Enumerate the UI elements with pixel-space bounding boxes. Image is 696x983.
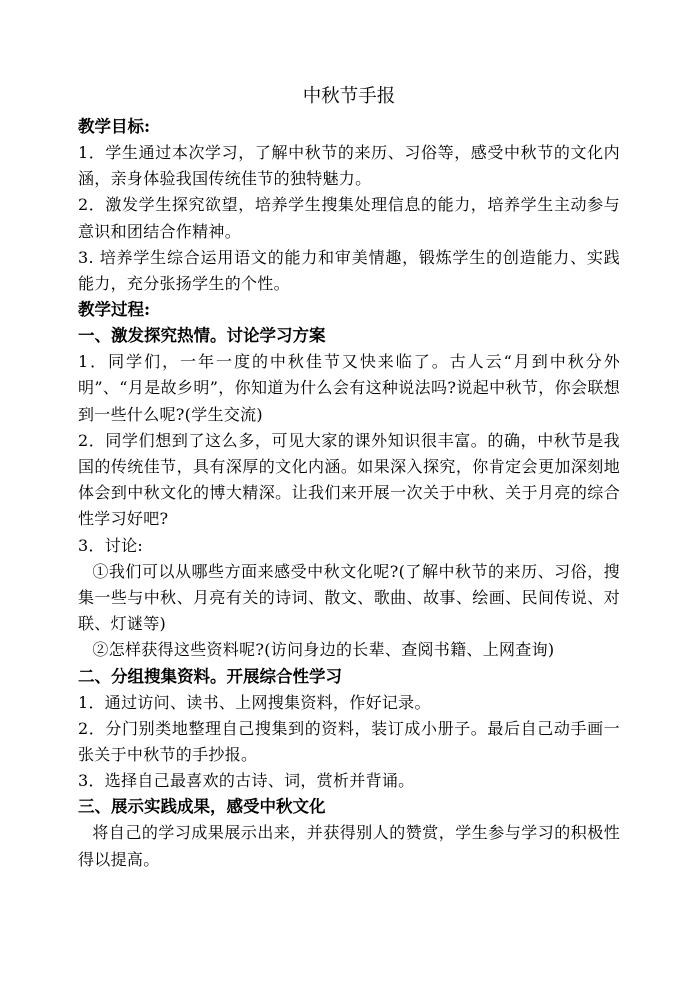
objectives-section [78,114,620,297]
discussion-item: ②怎样获得这些资料呢?(访问身边的长辈、查阅书籍、上网查询) [92,640,555,660]
section-item: 1．通过访问、读书、上网搜集资料，作好记录。 [78,692,431,712]
section-item: 3．选择自己最喜欢的古诗、词，赏析并背诵。 [78,771,415,791]
discussion-item: ①我们可以从哪些方面来感受中秋文化呢?(了解中秋节的来历、习俗，搜集一些与中秋、月亮有关的诗词、散文、歌曲、故事、绘画、民间传说、对联、灯谜等) [78,561,620,634]
document-title: 中秋节手报 [302,86,396,107]
objective-item: 3. 培养学生综合运用语文的能力和审美情趣，锻炼学生的创造能力、实践能力，充分张扬学生的个性。 [78,247,620,294]
process-section [78,297,620,873]
section-item: 2．同学们想到了这么多，可见大家的课外知识很丰富。的确，中秋节是我国的传统佳节，具有深厚的文化内涵。如果深入探究，你肯定会更加深刻地体会到中秋文化的博大精深。让我们来开展一次关于中秋、关于月亮的综合性学习好吧? [78,430,620,529]
document-page [78,78,620,873]
section-heading: 一、激发探究热情。讨论学习方案 [78,326,326,346]
section-heading: 三、展示实践成果，感受中秋文化 [78,797,326,817]
objective-item: 2．激发学生探究欲望，培养学生搜集处理信息的能力，培养学生主动参与意识和团结合作精神。 [78,195,620,241]
section-item: 3．讨论: [78,535,144,555]
process-heading: 教学过程: [78,300,151,320]
objectives-heading: 教学目标: [78,117,151,136]
section-item: 将自己的学习成果展示出来，并获得别人的赞赏，学生参与学习的积极性得以提高。 [78,823,620,869]
section-item: 2．分门别类地整理自己搜集到的资料，装订成小册子。最后自己动手画一张关于中秋节的手抄报。 [78,718,620,765]
section-item: 1．同学们，一年一度的中秋佳节又快来临了。古人云“月到中秋分外明”、“月是故乡明”，你知道为什么会有这种说法吗?说起中秋节，你会联想到一些什么呢?(学生交流) [78,352,620,424]
section-heading: 二、分组搜集资料。开展综合性学习 [78,666,342,686]
objective-item: 1．学生通过本次学习，了解中秋节的来历、习俗等，感受中秋节的文化内涵，亲身体验我国传统佳节的独特魅力。 [78,143,620,189]
